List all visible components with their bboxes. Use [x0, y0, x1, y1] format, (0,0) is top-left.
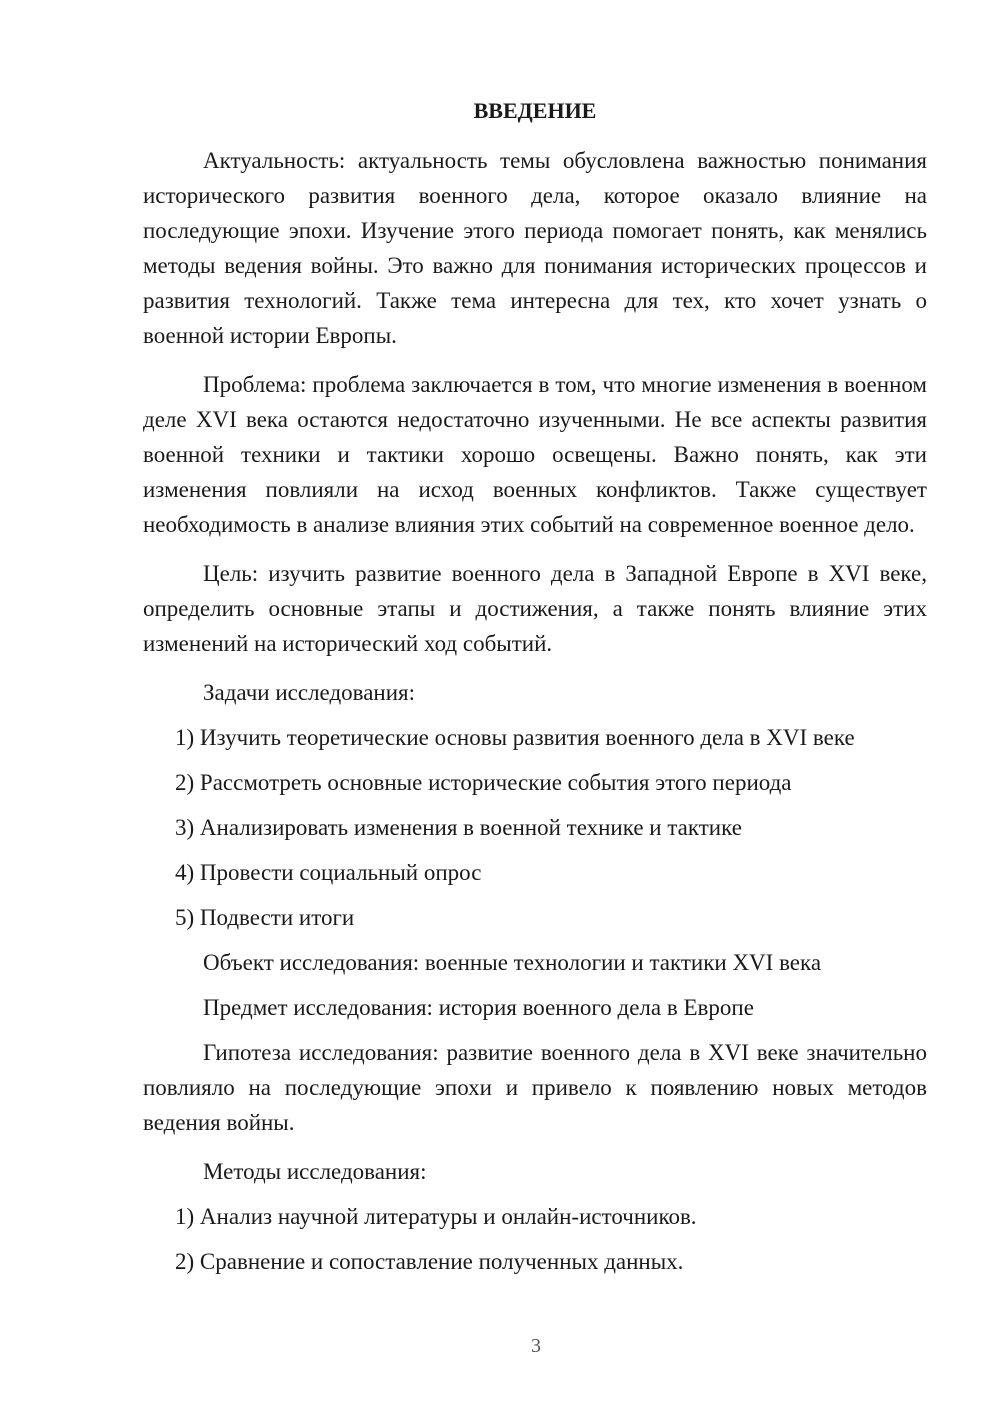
task-item-3: 3) Анализировать изменения в военной технике и тактике — [175, 815, 742, 840]
methods-heading: Методы исследования: — [203, 1159, 427, 1184]
relevance-paragraph: Актуальность: актуальность темы обусловлена важностью понимания исторического развития военного дела, которое оказало влияние на последующие эпохи. Изучение этого периода помогает понять, как менялись методы ведения войны. Это важно для понимания исторических процессов и развития технологий. Также тема интересна для тех, кто хочет узнать о военной истории Европы. — [143, 148, 927, 348]
object-line: Объект исследования: военные технологии и тактики XVI века — [203, 950, 822, 975]
task-item-5: 5) Подвести итоги — [175, 905, 355, 930]
task-item-4: 4) Провести социальный опрос — [175, 860, 482, 885]
tasks-heading: Задачи исследования: — [203, 680, 416, 705]
problem-paragraph: Проблема: проблема заключается в том, что многие изменения в военном деле XVI века остаются недостаточно изученными. Не все аспекты развития военной техники и тактики хорошо освещены. Важно понять, как эти изменения повлияли на исход военных конфликтов. Также существует необходимость в анализе влияния этих событий на современное военное дело. — [143, 372, 927, 537]
task-item-2: 2) Рассмотреть основные исторические события этого периода — [175, 770, 792, 795]
subject-line: Предмет исследования: история военного дела в Европе — [203, 995, 754, 1020]
method-item-2: 2) Сравнение и сопоставление полученных данных. — [175, 1249, 684, 1274]
page-number: 3 — [531, 1335, 541, 1357]
task-item-1: 1) Изучить теоретические основы развития военного дела в XVI веке — [175, 725, 855, 750]
method-item-1: 1) Анализ научной литературы и онлайн-источников. — [175, 1204, 697, 1229]
hypothesis-paragraph: Гипотеза исследования: развитие военного дела в XVI веке значительно повлияло на последующие эпохи и привело к появлению новых методов ведения войны. — [143, 1040, 927, 1135]
page-content — [143, 97, 927, 1289]
goal-paragraph: Цель: изучить развитие военного дела в Западной Европе в XVI веке, определить основные этапы и достижения, а также понять влияние этих изменений на исторический ход событий. — [143, 561, 927, 656]
section-title: ВВЕДЕНИЕ — [473, 98, 597, 123]
page-number-footer — [0, 1335, 1000, 1358]
